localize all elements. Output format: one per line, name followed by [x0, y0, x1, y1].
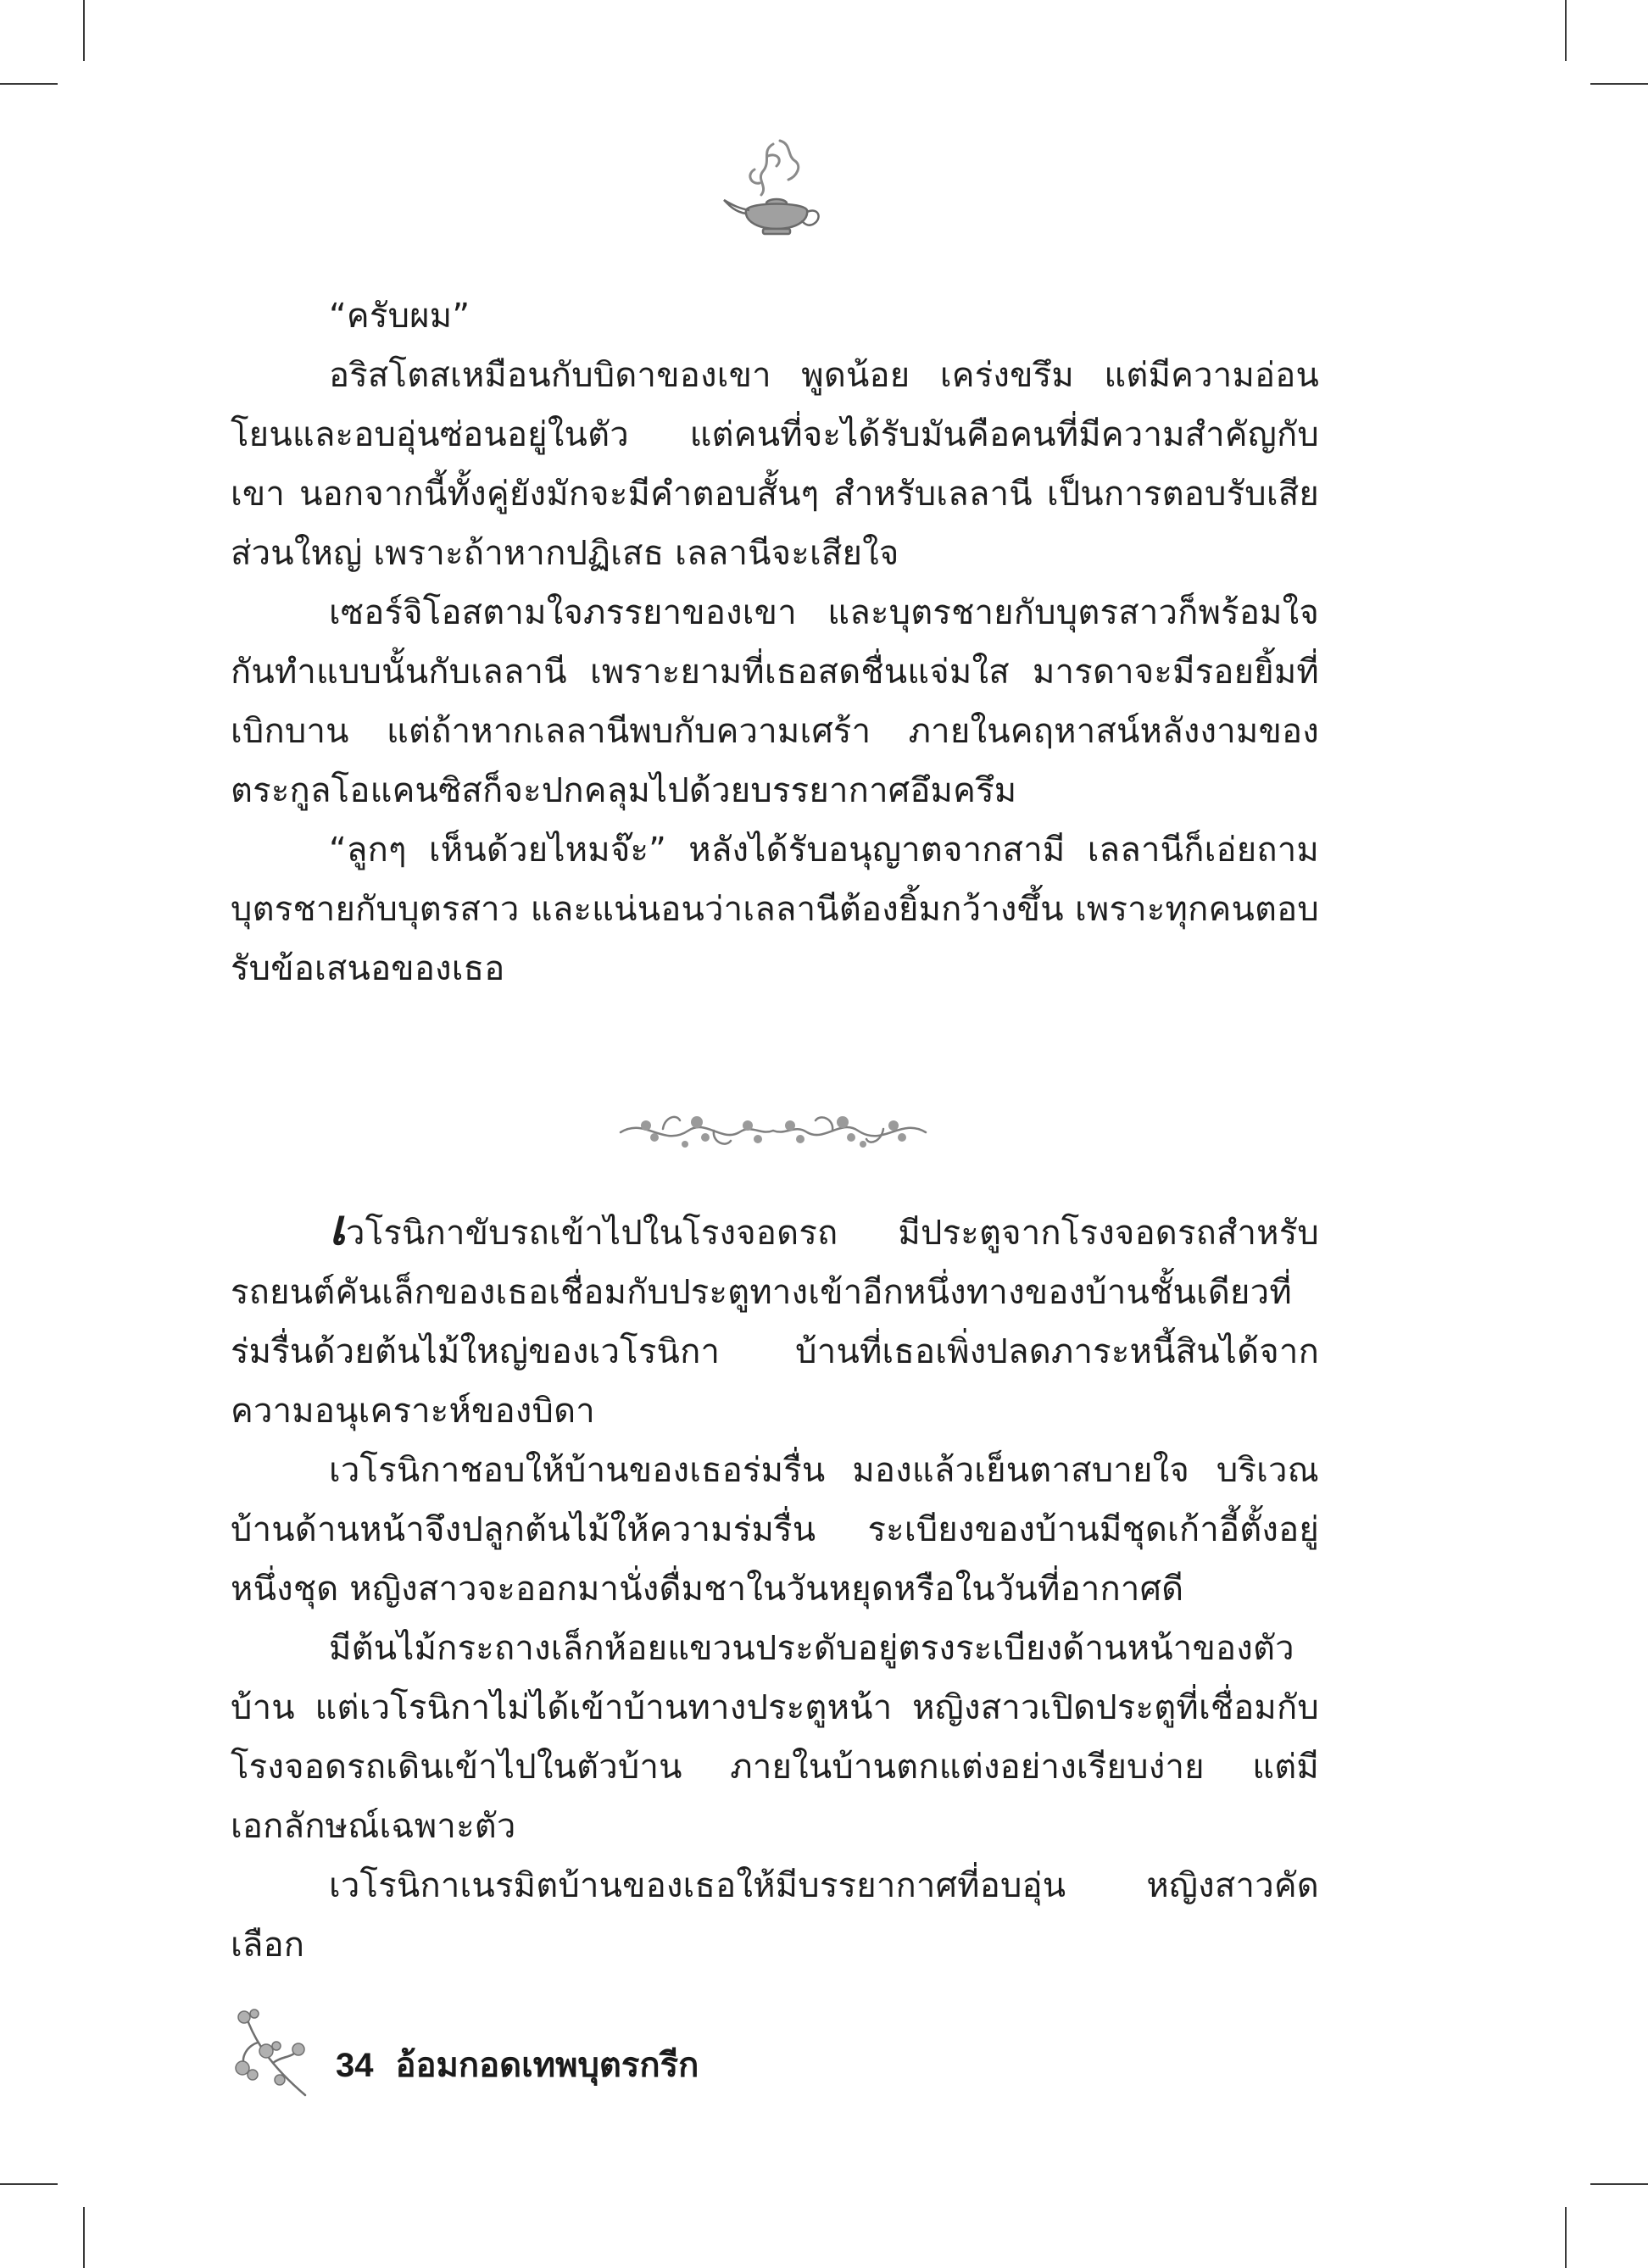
magic-lamp-icon — [721, 136, 831, 242]
crop-mark-bottom-right — [1565, 2207, 1567, 2268]
flower-branch-icon — [229, 2007, 314, 2100]
paragraph-text: วโรนิกาขับรถเข้าไปในโรงจอดรถ มีประตูจากโรงจอดรถสำหรับรถยนต์คันเล็กของเธอเชื่อมกับประตูทางเข้าอีกหนึ่งทางของบ้านชั้นเดียวที่ร่มรื่นด้วยต้นไม้ใหญ่ของเวโรนิกา บ้านที่เธอเพิ่งปลดภาระหนี้สินได้จากความอนุเคราะห์ของบิดา — [231, 1214, 1319, 1431]
paragraph: เซอร์จิโอสตามใจภรรยาของเขา และบุตรชายกับบุตรสาวก็พร้อมใจกันทำแบบนั้นกับเลลานี เพราะยามที่เธอสดชื่นแจ่มใส มารดาจะมีรอยยิ้มที่เบิกบาน แต่ถ้าหากเลลานีพบกับความเศร้า ภายในคฤหาสน์หลังงามของตระกูลโอแคนซิสก็จะปกคลุมไปด้วยบรรยากาศอึมครึม — [231, 593, 1319, 810]
crop-mark-top-left-h — [0, 83, 58, 85]
paragraph-with-drop-cap — [231, 1198, 1319, 1441]
crop-mark-bottom-left — [83, 2207, 85, 2268]
crop-mark-bottom-left-h — [0, 2183, 58, 2185]
crop-mark-bottom-right-h — [1590, 2183, 1648, 2185]
crop-mark-top-right-h — [1590, 83, 1648, 85]
page-footer — [229, 2007, 822, 2109]
paragraph: เวโรนิกาชอบให้บ้านของเธอร่มรื่น มองแล้วเย็นตาสบายใจ บริเวณบ้านด้านหน้าจึงปลูกต้นไม้ให้ความร่มรื่น ระเบียงของบ้านมีชุดเก้าอี้ตั้งอยู่หนึ่งชุด หญิงสาวจะออกมานั่งดื่มชาในวันหยุดหรือในวันที่อากาศดี — [231, 1451, 1319, 1609]
paragraph: มีต้นไม้กระถางเล็กห้อยแขวนประดับอยู่ตรงระเบียงด้านหน้าของตัวบ้าน แต่เวโรนิกาไม่ได้เข้าบ้านทางประตูหน้า หญิงสาวเปิดประตูที่เชื่อมกับโรงจอดรถเดินเข้าไปในตัวบ้าน ภายในบ้านตกแต่งอย่างเรียบง่าย แต่มีเอกลักษณ์เฉพาะตัว — [231, 1629, 1319, 1846]
crop-mark-top-left — [83, 0, 85, 61]
body-text-top — [231, 286, 1319, 998]
running-footer — [336, 2037, 699, 2092]
body-text-bottom — [231, 1198, 1319, 1975]
floral-divider — [612, 1100, 934, 1159]
crop-mark-top-right — [1565, 0, 1567, 61]
book-title: อ้อมกอดเทพบุตรกรีก — [395, 2047, 699, 2084]
paragraph: “ลูกๆ เห็นด้วยไหมจ๊ะ” หลังได้รับอนุญาตจากสามี เลลานีก็เอ่ยถามบุตรชายกับบุตรสาว และแน่นอนว่าเลลานีต้องยิ้มกว้างขึ้น เพราะทุกคนตอบรับข้อเสนอของเธอ — [231, 831, 1319, 988]
drop-cap: เ — [329, 1198, 347, 1256]
paragraph: เวโรนิกาเนรมิตบ้านของเธอให้มีบรรยากาศที่อบอุ่น หญิงสาวคัดเลือก — [231, 1866, 1319, 1965]
paragraph: อริสโตสเหมือนกับบิดาของเขา พูดน้อย เคร่งขรึม แต่มีความอ่อนโยนและอบอุ่นซ่อนอยู่ในตัว แต่คนที่จะได้รับมันคือคนที่มีความสำคัญกับเขา นอกจากนี้ทั้งคู่ยังมักจะมีคำตอบสั้นๆ สำหรับเลลานี เป็นการตอบรับเสียส่วนใหญ่ เพราะถ้าหากปฏิเสธ เลลานีจะเสียใจ — [231, 356, 1319, 573]
page-number: 34 — [336, 2047, 374, 2084]
paragraph: “ครับผม” — [329, 297, 470, 336]
